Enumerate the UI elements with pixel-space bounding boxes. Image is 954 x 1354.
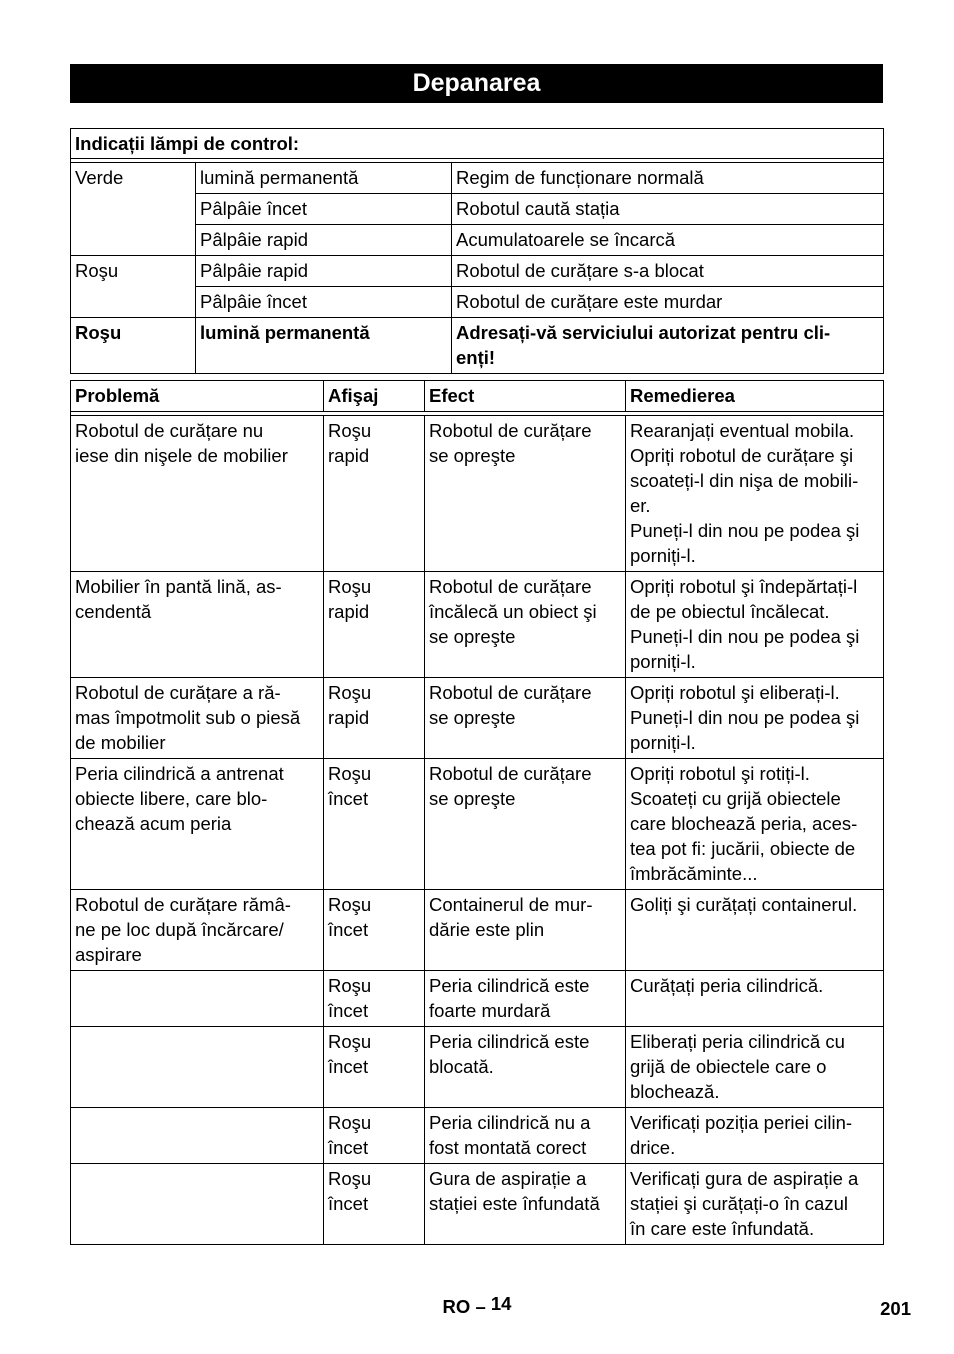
display-cell: Roşu încet (324, 759, 425, 890)
effect-cell: Containerul de mur- dărie este plin (425, 890, 626, 971)
lamps-header-row (71, 129, 884, 159)
lamp-meaning: Adresați-vă serviciului autorizat pentru cli- enți! (452, 318, 884, 374)
lamp-mode: Pâlpâie încet (196, 194, 452, 225)
display-cell: Roşu încet (324, 1164, 425, 1245)
page-footer-label (0, 1293, 954, 1318)
effect-cell: Peria cilindrică este foarte murdară (425, 971, 626, 1027)
lamp-mode: lumină permanentă (196, 318, 452, 374)
control-lamps-table (70, 128, 884, 374)
table-row (71, 890, 884, 971)
lamp-color: Roşu (71, 256, 196, 318)
remedy-cell: Opriți robotul şi eliberați-l. Puneți-l din nou pe podea şi porniți-l. (626, 678, 884, 759)
footer-lang: RO (442, 1296, 471, 1317)
lamp-row (71, 163, 884, 194)
lamp-color: Roşu (71, 318, 196, 374)
lamp-color: Verde (71, 163, 196, 256)
lamp-meaning: Robotul caută stația (452, 194, 884, 225)
remedy-cell: Goliți şi curățați containerul. (626, 890, 884, 971)
lamp-mode: Pâlpâie rapid (196, 225, 452, 256)
lamp-mode: Pâlpâie încet (196, 287, 452, 318)
lamp-meaning: Regim de funcționare normală (452, 163, 884, 194)
problem-cell: Peria cilindrică a antrenat obiecte libere, care blo- chează acum peria (71, 759, 324, 890)
display-cell: Roşu încet (324, 971, 425, 1027)
footer-dash: – (475, 1296, 486, 1317)
col-header-effect: Efect (425, 381, 626, 412)
table-row (71, 678, 884, 759)
table-row (71, 1027, 884, 1108)
display-cell: Roşu rapid (324, 572, 425, 678)
remedy-cell: Curățați peria cilindrică. (626, 971, 884, 1027)
effect-cell: Robotul de curățare se opreşte (425, 678, 626, 759)
troubleshooting-table (70, 380, 884, 1245)
problem-cell (71, 1108, 324, 1164)
problem-cell: Robotul de curățare nu iese din nişele de mobilier (71, 416, 324, 572)
effect-cell: Peria cilindrică nu a fost montată corect (425, 1108, 626, 1164)
table-row (71, 971, 884, 1027)
table-row (71, 1164, 884, 1245)
table-row (71, 572, 884, 678)
problem-cell (71, 971, 324, 1027)
effect-cell: Robotul de curățare se opreşte (425, 759, 626, 890)
effect-cell: Gura de aspirație a stației este înfundată (425, 1164, 626, 1245)
page-title: Depanarea (70, 64, 883, 103)
table-header-row (71, 381, 884, 412)
problem-cell (71, 1164, 324, 1245)
lamp-mode: Pâlpâie rapid (196, 256, 452, 287)
effect-cell: Robotul de curățare încălecă un obiect şi se opreşte (425, 572, 626, 678)
effect-cell: Peria cilindrică este blocată. (425, 1027, 626, 1108)
lamp-meaning: Robotul de curățare este murdar (452, 287, 884, 318)
table-row (71, 759, 884, 890)
page-number: 201 (880, 1298, 911, 1319)
remedy-cell: Verificați poziția periei cilin- drice. (626, 1108, 884, 1164)
display-cell: Roşu încet (324, 1108, 425, 1164)
remedy-cell: Verificați gura de aspirație a stației şi curățați-o în cazul în care este înfundată. (626, 1164, 884, 1245)
col-header-display: Afişaj (324, 381, 425, 412)
lamp-meaning: Acumulatoarele se încarcă (452, 225, 884, 256)
lamp-row (71, 256, 884, 287)
remedy-cell: Eliberați peria cilindrică cu grijă de obiectele care o blochează. (626, 1027, 884, 1108)
problem-cell: Robotul de curățare rămâ- ne pe loc după încărcare/ aspirare (71, 890, 324, 971)
remedy-cell: Rearanjați eventual mobila. Opriți robotul de curățare şi scoateți-l din nişa de mobili- er. Puneți-l din nou pe podea şi porniți-l. (626, 416, 884, 572)
footer-page-local: 14 (490, 1293, 512, 1314)
col-header-problem: Problemă (71, 381, 324, 412)
display-cell: Roşu rapid (324, 678, 425, 759)
effect-cell: Robotul de curățare se opreşte (425, 416, 626, 572)
table-row (71, 416, 884, 572)
display-cell: Roşu rapid (324, 416, 425, 572)
lamp-mode: lumină permanentă (196, 163, 452, 194)
lamps-header: Indicații lămpi de control: (71, 129, 884, 159)
table-row (71, 1108, 884, 1164)
col-header-remedy: Remedierea (626, 381, 884, 412)
problem-cell: Robotul de curățare a ră- mas împotmolit sub o piesă de mobilier (71, 678, 324, 759)
lamp-meaning: Robotul de curățare s-a blocat (452, 256, 884, 287)
display-cell: Roşu încet (324, 1027, 425, 1108)
problem-cell: Mobilier în pantă lină, as- cendentă (71, 572, 324, 678)
remedy-cell: Opriți robotul şi rotiți-l. Scoateți cu grijă obiectele care blochează peria, aces- tea pot fi: jucării, obiecte de îmbrăcăminte... (626, 759, 884, 890)
display-cell: Roşu încet (324, 890, 425, 971)
lamp-row (71, 318, 884, 374)
problem-cell (71, 1027, 324, 1108)
remedy-cell: Opriți robotul şi îndepărtați-l de pe obiectul încălecat. Puneți-l din nou pe podea şi porniți-l. (626, 572, 884, 678)
